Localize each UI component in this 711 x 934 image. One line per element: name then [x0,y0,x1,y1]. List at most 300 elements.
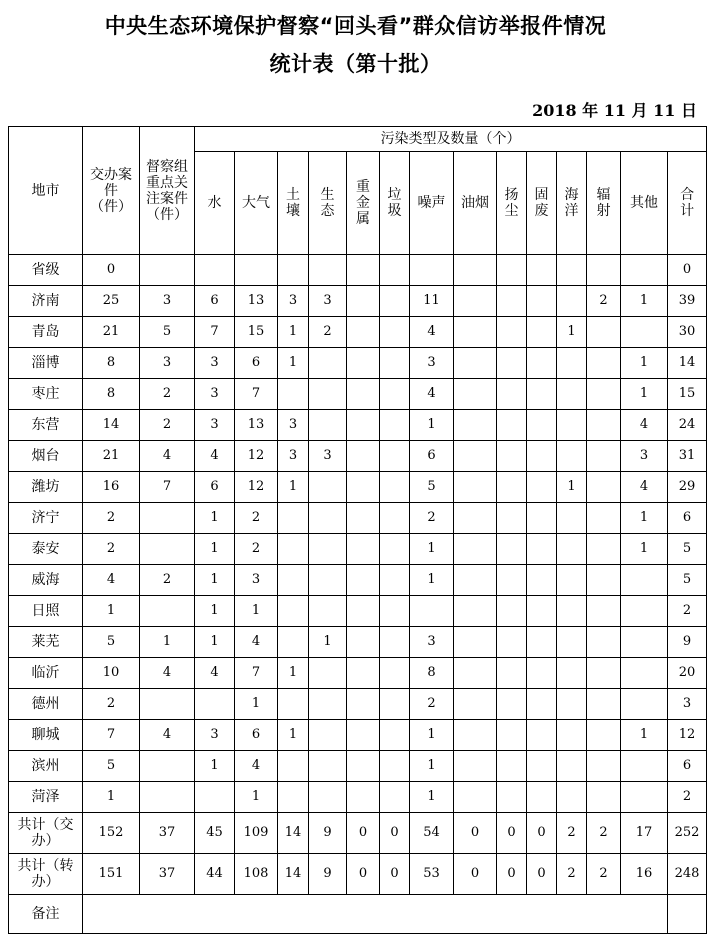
value-cell [621,689,668,720]
assigned-cell: 5 [83,627,140,658]
value-cell: 1 [410,782,454,813]
value-cell: 5 [410,472,454,503]
assigned-cell: 2 [83,689,140,720]
value-cell: 3 [278,441,309,472]
value-cell [347,782,380,813]
value-cell: 2 [587,286,621,317]
value-cell [347,720,380,751]
value-cell [497,658,527,689]
key-case-cell: 4 [140,720,195,751]
value-cell [527,534,557,565]
value-cell [380,472,410,503]
value-cell [557,441,587,472]
value-cell: 1 [410,751,454,782]
value-cell [557,627,587,658]
header-type-8: 扬尘 [497,152,527,255]
value-cell: 0 [380,813,410,854]
value-cell [380,720,410,751]
value-cell [557,658,587,689]
value-cell [278,627,309,658]
value-cell: 1 [410,565,454,596]
value-cell [497,472,527,503]
value-cell [380,317,410,348]
value-cell [195,782,235,813]
value-cell [454,348,497,379]
value-cell [557,286,587,317]
value-cell [587,255,621,286]
total-row [9,854,707,895]
value-cell [278,596,309,627]
value-cell: 0 [527,813,557,854]
value-cell [587,534,621,565]
value-cell [347,658,380,689]
value-cell: 0 [454,854,497,895]
value-cell: 6 [195,472,235,503]
value-cell: 3 [309,441,347,472]
value-cell: 0 [454,813,497,854]
value-cell [309,255,347,286]
value-cell [587,317,621,348]
value-cell [309,379,347,410]
value-cell [527,627,557,658]
value-cell: 30 [668,317,707,348]
header-key-cases: 督察组重点关注案件（件） [140,127,195,255]
value-cell [347,317,380,348]
table-row [9,379,707,410]
value-cell: 4 [621,410,668,441]
value-cell [497,348,527,379]
table-row [9,317,707,348]
table-row [9,627,707,658]
key-case-cell: 4 [140,658,195,689]
value-cell: 15 [668,379,707,410]
header-city: 地市 [9,127,83,255]
key-case-cell: 2 [140,565,195,596]
value-cell [347,255,380,286]
city-cell: 滨州 [9,751,83,782]
value-cell: 2 [410,689,454,720]
table-row [9,596,707,627]
value-cell: 2 [235,534,278,565]
value-cell [527,472,557,503]
value-cell: 4 [235,627,278,658]
assigned-cell: 16 [83,472,140,503]
value-cell: 1 [195,534,235,565]
value-cell [380,751,410,782]
value-cell: 14 [668,348,707,379]
value-cell [195,255,235,286]
header-type-0: 水 [195,152,235,255]
page-title: 中央生态环境保护督察“回头看”群众信访举报件情况 [104,14,607,38]
value-cell [527,348,557,379]
value-cell [347,410,380,441]
value-cell: 2 [668,596,707,627]
city-cell: 菏泽 [9,782,83,813]
city-cell: 枣庄 [9,379,83,410]
value-cell [309,410,347,441]
value-cell: 44 [195,854,235,895]
value-cell: 6 [668,503,707,534]
value-cell [527,720,557,751]
value-cell: 2 [557,813,587,854]
table-row [9,782,707,813]
city-cell: 省级 [9,255,83,286]
value-cell: 3 [410,348,454,379]
value-cell [347,689,380,720]
value-cell: 1 [235,689,278,720]
value-cell [309,503,347,534]
value-cell [497,782,527,813]
value-cell: 11 [410,286,454,317]
header-type-4: 重金属 [347,152,380,255]
value-cell: 1 [621,348,668,379]
assigned-cell: 14 [83,410,140,441]
value-cell: 3 [195,379,235,410]
assigned-cell: 152 [83,813,140,854]
value-cell [587,503,621,534]
table-row [9,658,707,689]
value-cell [380,441,410,472]
value-cell [278,379,309,410]
value-cell: 5 [668,565,707,596]
value-cell: 1 [621,286,668,317]
value-cell [454,286,497,317]
value-cell [278,689,309,720]
value-cell [587,472,621,503]
value-cell [557,596,587,627]
value-cell: 8 [410,658,454,689]
header-assigned: 交办案件（件） [83,127,140,255]
note-content [83,895,668,934]
value-cell: 3 [410,627,454,658]
header-type-3: 生态 [309,152,347,255]
city-cell: 东营 [9,410,83,441]
value-cell: 1 [278,472,309,503]
value-cell [380,627,410,658]
value-cell: 1 [309,627,347,658]
value-cell [454,596,497,627]
value-cell [380,782,410,813]
header-type-10: 海洋 [557,152,587,255]
value-cell [309,472,347,503]
value-cell [527,255,557,286]
value-cell: 1 [557,472,587,503]
city-cell: 日照 [9,596,83,627]
value-cell: 248 [668,854,707,895]
value-cell: 6 [410,441,454,472]
value-cell [454,255,497,286]
value-cell [587,379,621,410]
value-cell: 7 [195,317,235,348]
value-cell: 3 [309,286,347,317]
value-cell [621,658,668,689]
header-type-11: 辐射 [587,152,621,255]
value-cell [557,379,587,410]
value-cell [497,689,527,720]
value-cell [347,627,380,658]
value-cell: 5 [668,534,707,565]
assigned-cell: 4 [83,565,140,596]
value-cell [380,286,410,317]
city-cell: 济南 [9,286,83,317]
value-cell [380,255,410,286]
value-cell: 1 [621,379,668,410]
value-cell: 4 [410,379,454,410]
header-type-5: 垃圾 [380,152,410,255]
assigned-cell: 1 [83,596,140,627]
value-cell [587,627,621,658]
value-cell [587,689,621,720]
value-cell: 1 [621,534,668,565]
city-cell: 泰安 [9,534,83,565]
value-cell [497,255,527,286]
value-cell [497,379,527,410]
value-cell [587,782,621,813]
value-cell [621,627,668,658]
city-cell: 德州 [9,689,83,720]
value-cell [347,503,380,534]
value-cell [347,472,380,503]
total-row [9,813,707,854]
city-cell: 威海 [9,565,83,596]
key-case-cell: 2 [140,410,195,441]
header-type-13: 合计 [668,152,707,255]
value-cell: 7 [235,379,278,410]
value-cell [587,565,621,596]
value-cell [557,720,587,751]
value-cell [309,689,347,720]
table-row [9,255,707,286]
value-cell: 24 [668,410,707,441]
table-row [9,472,707,503]
value-cell: 1 [557,317,587,348]
table-row [9,503,707,534]
statistics-table [8,126,707,934]
header-type-7: 油烟 [454,152,497,255]
value-cell [380,658,410,689]
value-cell: 1 [195,565,235,596]
total-label-cell: 共计（转办） [9,854,83,895]
value-cell: 4 [235,751,278,782]
value-cell: 1 [235,782,278,813]
value-cell: 2 [587,813,621,854]
value-cell [309,658,347,689]
value-cell [557,255,587,286]
value-cell [347,441,380,472]
value-cell [527,596,557,627]
value-cell [347,348,380,379]
value-cell [454,782,497,813]
value-cell: 7 [235,658,278,689]
value-cell: 1 [621,503,668,534]
value-cell [557,689,587,720]
value-cell [587,441,621,472]
value-cell [278,751,309,782]
value-cell [621,751,668,782]
assigned-cell: 8 [83,379,140,410]
value-cell [347,751,380,782]
header-type-1: 大气 [235,152,278,255]
value-cell [309,348,347,379]
assigned-cell: 7 [83,720,140,751]
key-case-cell: 37 [140,854,195,895]
value-cell [278,565,309,596]
value-cell: 3 [195,348,235,379]
header-pollution-types: 污染类型及数量（个） [195,127,707,152]
key-case-cell [140,782,195,813]
table-row [9,689,707,720]
value-cell [278,255,309,286]
note-row [9,895,707,934]
header-type-6: 噪声 [410,152,454,255]
value-cell: 0 [380,854,410,895]
report-date: 2018 年 11 月 11 日 [532,101,697,120]
value-cell: 0 [497,854,527,895]
assigned-cell: 8 [83,348,140,379]
value-cell [454,317,497,348]
value-cell [195,689,235,720]
note-label-cell: 备注 [9,895,83,934]
key-case-cell: 7 [140,472,195,503]
table-row [9,751,707,782]
value-cell [454,658,497,689]
value-cell [497,596,527,627]
value-cell [380,565,410,596]
value-cell [454,441,497,472]
value-cell: 2 [557,854,587,895]
city-cell: 淄博 [9,348,83,379]
value-cell [454,720,497,751]
assigned-cell: 25 [83,286,140,317]
assigned-cell: 5 [83,751,140,782]
value-cell [347,596,380,627]
value-cell [557,751,587,782]
value-cell [527,782,557,813]
value-cell [454,472,497,503]
total-label-cell: 共计（交办） [9,813,83,854]
value-cell [380,348,410,379]
value-cell [278,782,309,813]
value-cell [380,596,410,627]
value-cell: 1 [410,720,454,751]
value-cell: 2 [587,854,621,895]
value-cell [621,596,668,627]
value-cell [380,534,410,565]
value-cell [309,720,347,751]
assigned-cell: 151 [83,854,140,895]
value-cell: 20 [668,658,707,689]
city-cell: 济宁 [9,503,83,534]
assigned-cell: 0 [83,255,140,286]
value-cell [557,348,587,379]
value-cell [454,751,497,782]
table-row [9,286,707,317]
city-cell: 烟台 [9,441,83,472]
value-cell: 3 [621,441,668,472]
value-cell: 0 [668,255,707,286]
value-cell [527,565,557,596]
page-subtitle: 统计表（第十批） [269,52,442,76]
value-cell [454,627,497,658]
city-cell: 临沂 [9,658,83,689]
value-cell: 1 [278,348,309,379]
key-case-cell: 3 [140,348,195,379]
assigned-cell: 2 [83,503,140,534]
key-case-cell [140,751,195,782]
assigned-cell: 21 [83,317,140,348]
value-cell: 12 [235,441,278,472]
value-cell: 1 [278,720,309,751]
value-cell [454,503,497,534]
value-cell [497,503,527,534]
value-cell [497,286,527,317]
value-cell: 45 [195,813,235,854]
value-cell [497,534,527,565]
value-cell [621,317,668,348]
value-cell [497,751,527,782]
value-cell: 9 [668,627,707,658]
value-cell: 3 [278,286,309,317]
value-cell: 3 [278,410,309,441]
value-cell: 3 [195,410,235,441]
key-case-cell: 4 [140,441,195,472]
value-cell: 9 [309,813,347,854]
value-cell: 3 [668,689,707,720]
value-cell: 1 [410,410,454,441]
value-cell: 3 [195,720,235,751]
value-cell [410,596,454,627]
value-cell: 17 [621,813,668,854]
key-case-cell [140,534,195,565]
key-case-cell [140,596,195,627]
value-cell: 16 [621,854,668,895]
assigned-cell: 1 [83,782,140,813]
value-cell: 1 [195,503,235,534]
value-cell [410,255,454,286]
value-cell: 53 [410,854,454,895]
value-cell: 9 [309,854,347,895]
value-cell [527,751,557,782]
key-case-cell [140,255,195,286]
value-cell [587,658,621,689]
value-cell: 12 [235,472,278,503]
key-case-cell [140,503,195,534]
value-cell [621,782,668,813]
value-cell [309,565,347,596]
value-cell [497,720,527,751]
key-case-cell: 5 [140,317,195,348]
key-case-cell [140,689,195,720]
value-cell [380,503,410,534]
value-cell [347,534,380,565]
value-cell [454,689,497,720]
value-cell: 0 [347,854,380,895]
value-cell [527,410,557,441]
value-cell: 54 [410,813,454,854]
value-cell: 4 [195,441,235,472]
value-cell [309,596,347,627]
value-cell [454,379,497,410]
value-cell [380,379,410,410]
value-cell [557,565,587,596]
value-cell [497,565,527,596]
value-cell: 15 [235,317,278,348]
value-cell: 109 [235,813,278,854]
value-cell: 1 [195,627,235,658]
value-cell [347,379,380,410]
value-cell: 14 [278,813,309,854]
value-cell [621,565,668,596]
